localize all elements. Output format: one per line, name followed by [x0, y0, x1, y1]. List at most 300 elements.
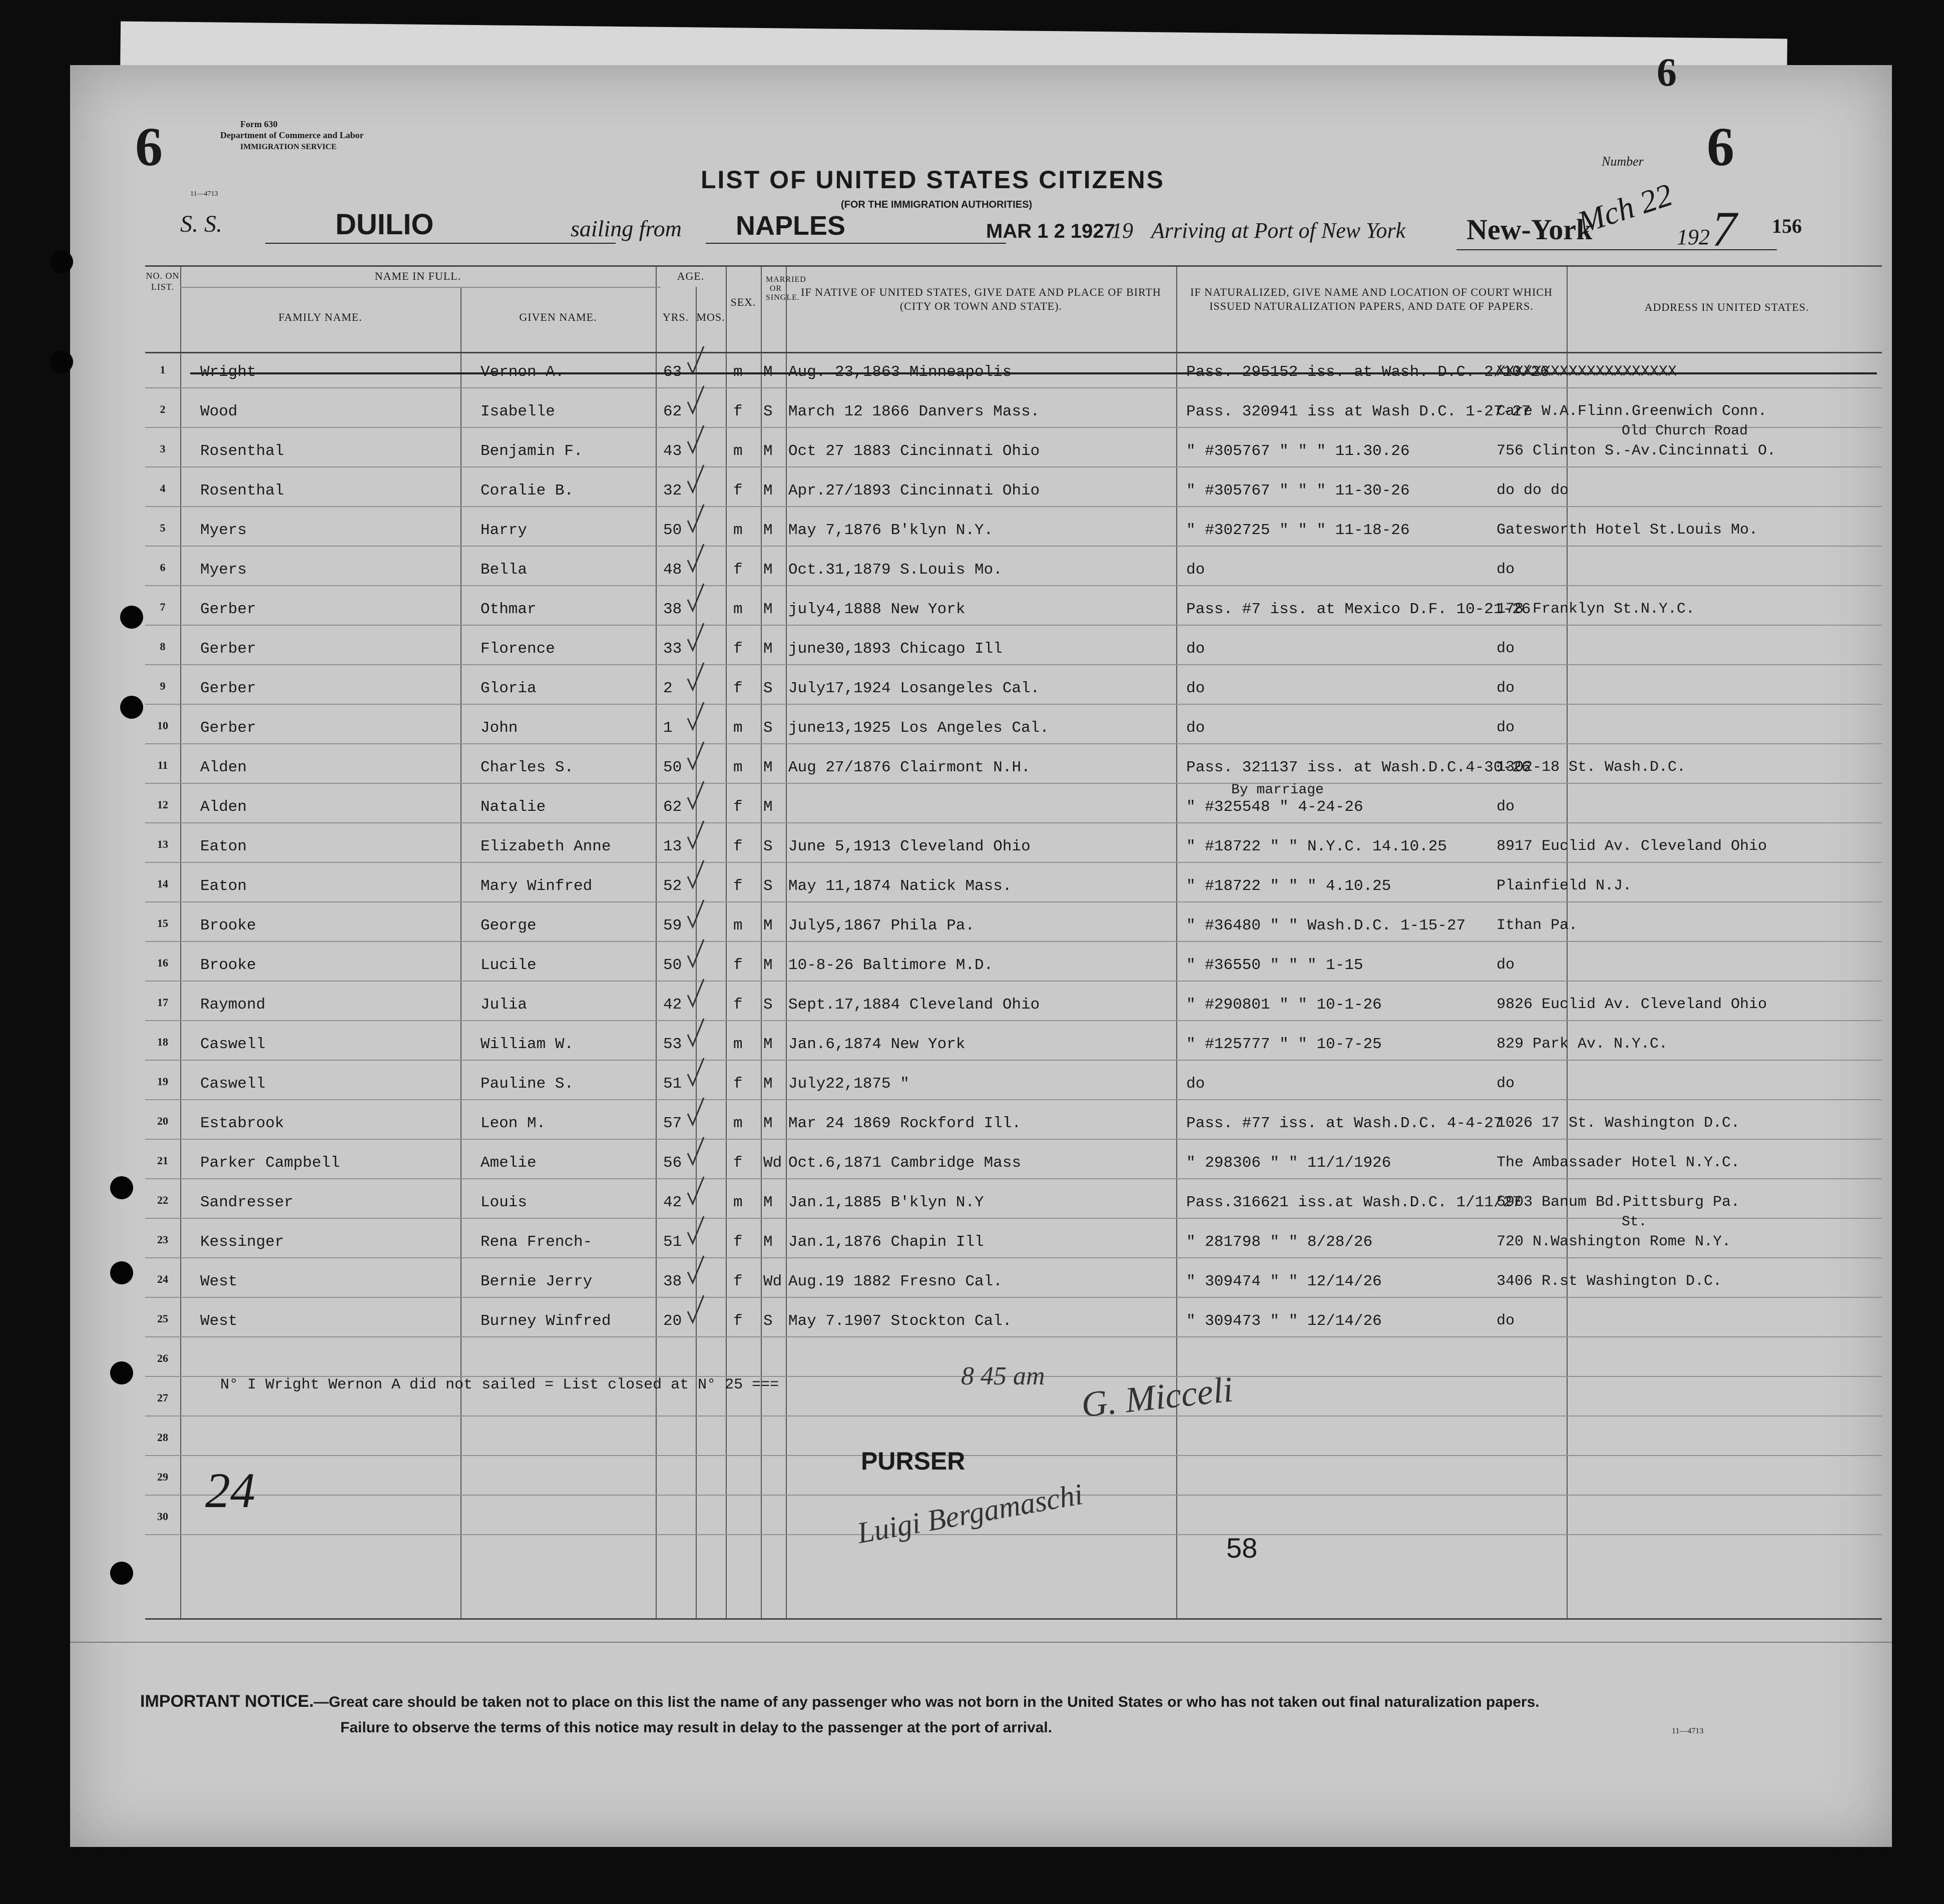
- sex: f: [733, 1233, 743, 1251]
- row-rule: [145, 1336, 1882, 1337]
- row-rule: [145, 1297, 1882, 1298]
- age-years: 42: [663, 996, 682, 1014]
- naturalization-papers: " 298306 " " 11/1/1926: [1186, 1154, 1391, 1172]
- marital-status: M: [763, 1233, 773, 1251]
- birth-date-place: Aug.19 1882 Fresno Cal.: [788, 1273, 1003, 1290]
- family-name: Caswell: [200, 1036, 266, 1053]
- header-address: ADDRESS IN UNITED STATES.: [1644, 301, 1809, 313]
- family-name: Gerber: [200, 719, 256, 737]
- marital-status: M: [763, 363, 773, 381]
- given-name: Isabelle: [480, 403, 555, 420]
- us-address: Gatesworth Hotel St.Louis Mo.: [1497, 522, 1758, 539]
- top-right-number: 6: [1657, 51, 1677, 95]
- us-address: Ithan Pa.: [1497, 917, 1578, 934]
- stamp-156: 156: [1772, 215, 1802, 237]
- birth-date-place: Apr.27/1893 Cincinnati Ohio: [788, 482, 1040, 500]
- check-mark-icon: [686, 1097, 706, 1129]
- check-mark-icon: [686, 1057, 706, 1090]
- row-number: 13: [157, 838, 168, 850]
- given-name: George: [480, 917, 537, 934]
- header-family-name: FAMILY NAME.: [278, 311, 362, 323]
- age-years: 51: [663, 1075, 682, 1093]
- row-number: 23: [157, 1233, 168, 1246]
- sex: m: [733, 1036, 743, 1053]
- marital-status: M: [763, 759, 773, 776]
- age-years: 38: [663, 1273, 682, 1290]
- given-name: Florence: [480, 640, 555, 658]
- number-value: 6: [1707, 116, 1734, 177]
- row-rule: [145, 783, 1882, 784]
- address-note: St.: [1622, 1214, 1647, 1230]
- family-name: Gerber: [200, 640, 256, 658]
- birth-date-place: May 7.1907 Stockton Cal.: [788, 1312, 1012, 1330]
- marital-status: S: [763, 403, 773, 420]
- row-number: 15: [157, 917, 168, 929]
- header-mos: MOS.: [696, 311, 725, 323]
- check-mark-icon: [686, 780, 706, 813]
- marital-status: M: [763, 442, 773, 460]
- age-years: 63: [663, 363, 682, 381]
- naturalization-papers: Pass. 320941 iss at Wash D.C. 1-27-27: [1186, 403, 1531, 420]
- given-name: Mary Winfred: [480, 877, 593, 895]
- us-address: 8917 Euclid Av. Cleveland Ohio: [1497, 838, 1767, 855]
- given-name: Bella: [480, 561, 528, 579]
- department-label: Department of Commerce and Labor: [220, 130, 364, 140]
- check-mark-icon: [686, 504, 706, 536]
- row-number: 18: [157, 1036, 168, 1048]
- given-name: Bernie Jerry: [480, 1273, 593, 1290]
- family-name: Eaton: [200, 838, 247, 855]
- closing-note: N° I Wright Wernon A did not sailed = List closed at N° 25 ===: [220, 1376, 779, 1393]
- age-years: 48: [663, 561, 682, 579]
- corner-number-left: 6: [135, 116, 163, 177]
- number-label: Number: [1602, 154, 1644, 169]
- binder-hole: [50, 250, 73, 273]
- marital-status: M: [763, 1194, 773, 1211]
- papers-note: By marriage: [1231, 782, 1324, 798]
- check-mark-icon: [686, 1136, 706, 1169]
- date-stamp: MAR 1 2 1927: [986, 220, 1115, 242]
- notice-text-1: —Great care should be taken not to place on this list the name of any passenger who was not born in the United States or who has not taken out final naturalization papers.: [313, 1694, 1540, 1710]
- family-name: Parker Campbell: [200, 1154, 340, 1172]
- age-years: 2: [663, 680, 673, 697]
- naturalization-papers: " #36480 " " Wash.D.C. 1-15-27: [1186, 917, 1466, 934]
- row-number: 2: [160, 403, 166, 415]
- age-years: 51: [663, 1233, 682, 1251]
- naturalization-papers: " #290801 " " 10-1-26: [1186, 996, 1382, 1014]
- birth-date-place: july4,1888 New York: [788, 601, 965, 618]
- header-bottom: [145, 352, 1882, 353]
- us-address: do: [1497, 957, 1515, 974]
- given-name: Coralie B.: [480, 482, 574, 500]
- arrival-handwritten: Mch 22: [1573, 176, 1677, 241]
- naturalization-papers: " #36550 " " " 1-15: [1186, 957, 1363, 974]
- sex: f: [733, 957, 743, 974]
- given-name: Leon M.: [480, 1115, 546, 1132]
- sex: f: [733, 798, 743, 816]
- age-years: 62: [663, 403, 682, 420]
- check-mark-icon: [686, 622, 706, 655]
- marital-status: M: [763, 522, 773, 539]
- row-number: 5: [160, 522, 166, 534]
- row-rule: [145, 1020, 1882, 1021]
- given-name: Charles S.: [480, 759, 574, 776]
- check-mark-icon: [686, 464, 706, 497]
- marital-status: M: [763, 1075, 773, 1093]
- check-mark-icon: [686, 1215, 706, 1248]
- us-address: XXXXXXXXXXXXXXXXXXXX: [1497, 363, 1677, 380]
- header-no-on-list: NO. ON LIST.: [146, 271, 180, 292]
- notice-code: 11—4713: [1672, 1727, 1704, 1735]
- row-rule: [145, 1139, 1882, 1140]
- naturalization-papers: " #125777 " " 10-7-25: [1186, 1036, 1382, 1053]
- sex: m: [733, 363, 743, 381]
- naturalization-papers: Pass. #77 iss. at Wash.D.C. 4-4-27: [1186, 1115, 1503, 1132]
- naturalization-papers: " 309473 " " 12/14/26: [1186, 1312, 1382, 1330]
- us-address: 3406 R.st Washington D.C.: [1497, 1273, 1722, 1290]
- family-name: Myers: [200, 522, 247, 539]
- row-rule: [145, 901, 1882, 902]
- naturalization-papers: " #305767 " " " 11-30-26: [1186, 482, 1410, 500]
- row-rule: [145, 1099, 1882, 1100]
- age-years: 59: [663, 917, 682, 934]
- family-name: Caswell: [200, 1075, 266, 1093]
- ship-underline: [265, 243, 616, 244]
- row-number: 20: [157, 1115, 168, 1127]
- arrival-stamp: New-York: [1467, 213, 1593, 246]
- strike-through: [190, 372, 1877, 374]
- us-address: do: [1497, 798, 1515, 815]
- purser-label: PURSER: [861, 1447, 965, 1475]
- row-number: 21: [157, 1154, 168, 1167]
- row-rule: [145, 585, 1882, 586]
- notice-divider: [70, 1642, 1892, 1643]
- row-number: 24: [157, 1273, 168, 1285]
- given-name: Louis: [480, 1194, 528, 1211]
- page-subtitle: (FOR THE IMMIGRATION AUTHORITIES): [841, 199, 1033, 210]
- family-name: Wright: [200, 363, 256, 381]
- birth-date-place: Aug. 23,1863 Minneapolis: [788, 363, 1012, 381]
- marital-status: M: [763, 1115, 773, 1132]
- us-address: 720 N.Washington Rome N.Y.: [1497, 1233, 1731, 1250]
- sex: f: [733, 1075, 743, 1093]
- row-number: 28: [157, 1431, 168, 1444]
- sex: m: [733, 442, 743, 460]
- marital-status: M: [763, 1036, 773, 1053]
- binder-hole: [120, 696, 143, 719]
- birth-date-place: July5,1867 Phila Pa.: [788, 917, 975, 934]
- birth-date-place: Mar 24 1869 Rockford Ill.: [788, 1115, 1022, 1132]
- us-address: Plainfield N.J.: [1497, 877, 1632, 894]
- age-years: 13: [663, 838, 682, 855]
- row-rule: [145, 743, 1882, 744]
- marital-status: M: [763, 561, 773, 579]
- age-years: 50: [663, 522, 682, 539]
- handwritten-signature: G. Micceli: [1079, 1369, 1235, 1425]
- marital-status: S: [763, 680, 773, 697]
- family-name: Alden: [200, 759, 247, 776]
- header-given-name: GIVEN NAME.: [519, 311, 597, 323]
- address-note: Old Church Road: [1622, 423, 1748, 439]
- check-mark-icon: [686, 543, 706, 576]
- header-naturalized: IF NATURALIZED, GIVE NAME AND LOCATION OF COURT WHICH ISSUED NATURALIZATION PAPERS, AND DATE OF PAPERS.: [1190, 286, 1553, 312]
- us-address: do do do: [1497, 482, 1569, 499]
- notice-line-2: Failure to observe the terms of this notice may result in delay to the passenger at the port of arrival.: [340, 1719, 1053, 1736]
- us-address: 178 Franklyn St.N.Y.C.: [1497, 601, 1695, 618]
- us-address: 1026 17 St. Washington D.C.: [1497, 1115, 1740, 1132]
- header-married: MARRIED OR SINGLE.: [766, 275, 806, 302]
- row-rule: [145, 625, 1882, 626]
- marital-status: S: [763, 1312, 773, 1330]
- age-years: 42: [663, 1194, 682, 1211]
- sex: f: [733, 680, 743, 697]
- family-name: Eaton: [200, 877, 247, 895]
- family-name: Sandresser: [200, 1194, 294, 1211]
- check-mark-icon: [686, 1018, 706, 1050]
- marital-status: S: [763, 838, 773, 855]
- us-address: 9826 Euclid Av. Cleveland Ohio: [1497, 996, 1767, 1013]
- notice-lead: IMPORTANT NOTICE.: [140, 1692, 314, 1711]
- arrival-underline: [1456, 249, 1777, 250]
- family-name: Rosenthal: [200, 442, 284, 460]
- naturalization-papers: " #302725 " " " 11-18-26: [1186, 522, 1410, 539]
- naturalization-papers: do: [1186, 640, 1205, 658]
- row-number: 14: [157, 877, 168, 890]
- port-underline: [706, 243, 1006, 244]
- birth-date-place: Oct.31,1879 S.Louis Mo.: [788, 561, 1003, 579]
- given-name: Julia: [480, 996, 528, 1014]
- row-rule: [145, 822, 1882, 823]
- family-name: Brooke: [200, 917, 256, 934]
- family-name: Rosenthal: [200, 482, 284, 500]
- birth-date-place: june30,1893 Chicago Ill: [788, 640, 1003, 658]
- sex: m: [733, 1194, 743, 1211]
- birth-date-place: Jan.6,1874 New York: [788, 1036, 965, 1053]
- purser-signature: Luigi Bergamaschi: [854, 1477, 1086, 1550]
- row-rule: [145, 704, 1882, 705]
- birth-date-place: Oct.6,1871 Cambridge Mass: [788, 1154, 1022, 1172]
- family-name: West: [200, 1273, 238, 1290]
- check-mark-icon: [686, 1294, 706, 1327]
- us-address: do: [1497, 640, 1515, 657]
- sex: f: [733, 561, 743, 579]
- check-mark-icon: [686, 424, 706, 457]
- notice-line-1: [140, 1692, 1540, 1711]
- given-name: John: [480, 719, 518, 737]
- sex: m: [733, 522, 743, 539]
- row-number: 12: [157, 798, 168, 811]
- row-number: 22: [157, 1194, 168, 1206]
- check-mark-icon: [686, 583, 706, 615]
- binder-hole: [50, 350, 73, 373]
- sex: f: [733, 877, 743, 895]
- given-name: Vernon A.: [480, 363, 565, 381]
- naturalization-papers: " #18722 " " " 4.10.25: [1186, 877, 1391, 895]
- row-number: 1: [160, 363, 166, 376]
- us-address: do: [1497, 719, 1515, 736]
- birth-date-place: june13,1925 Los Angeles Cal.: [788, 719, 1049, 737]
- birth-date-place: May 7,1876 B'klyn N.Y.: [788, 522, 994, 539]
- age-years: 50: [663, 957, 682, 974]
- family-name: Gerber: [200, 601, 256, 618]
- given-name: Benjamin F.: [480, 442, 583, 460]
- naturalization-papers: Pass. #7 iss. at Mexico D.F. 10-21-26: [1186, 601, 1531, 618]
- sex: f: [733, 640, 743, 658]
- marital-status: S: [763, 719, 773, 737]
- passenger-table: [145, 265, 1882, 1620]
- header-sex: SEX.: [730, 296, 756, 308]
- manifest-page: [70, 51, 1892, 1847]
- marital-status: Wd: [763, 1273, 782, 1290]
- age-years: 50: [663, 759, 682, 776]
- birth-date-place: 10-8-26 Baltimore M.D.: [788, 957, 994, 974]
- check-mark-icon: [686, 741, 706, 773]
- row-number: 29: [157, 1471, 168, 1483]
- marital-status: M: [763, 482, 773, 500]
- row-rule: [145, 862, 1882, 863]
- port-from: NAPLES: [736, 211, 846, 241]
- row-rule: [145, 664, 1882, 665]
- age-years: 52: [663, 877, 682, 895]
- header-native: IF NATIVE OF UNITED STATES, GIVE DATE AND PLACE OF BIRTH (CITY OR TOWN AND STATE).: [801, 286, 1161, 312]
- header-yrs: YRS.: [662, 311, 689, 323]
- header-divider: [180, 287, 661, 288]
- row-number: 16: [157, 957, 168, 969]
- birth-date-place: Sept.17,1884 Cleveland Ohio: [788, 996, 1040, 1014]
- row-number: 3: [160, 442, 166, 455]
- family-name: Alden: [200, 798, 247, 816]
- given-name: Amelie: [480, 1154, 537, 1172]
- header-name-in-full: NAME IN FULL.: [374, 270, 461, 282]
- sex: m: [733, 601, 743, 618]
- row-rule: [145, 941, 1882, 942]
- row-rule: [145, 1455, 1882, 1456]
- birth-date-place: March 12 1866 Danvers Mass.: [788, 403, 1040, 420]
- family-name: Myers: [200, 561, 247, 579]
- page-title: LIST OF UNITED STATES CITIZENS: [701, 166, 1165, 194]
- row-rule: [145, 546, 1882, 547]
- arrival-year: 192: [1677, 225, 1710, 249]
- handwritten-24: 24: [205, 1463, 255, 1518]
- naturalization-papers: do: [1186, 1075, 1205, 1093]
- row-number: 25: [157, 1312, 168, 1325]
- marital-status: M: [763, 957, 773, 974]
- row-number: 4: [160, 482, 166, 495]
- marital-status: M: [763, 917, 773, 934]
- age-years: 43: [663, 442, 682, 460]
- us-address: Care W.A.Flinn.Greenwich Conn.: [1497, 403, 1767, 420]
- check-mark-icon: [686, 938, 706, 971]
- marital-status: S: [763, 877, 773, 895]
- age-years: 38: [663, 601, 682, 618]
- row-rule: [145, 1178, 1882, 1179]
- birth-date-place: May 11,1874 Natick Mass.: [788, 877, 1012, 895]
- row-rule: [145, 1534, 1882, 1535]
- row-rule: [145, 1060, 1882, 1061]
- binder-hole: [120, 606, 143, 629]
- family-name: Wood: [200, 403, 238, 420]
- us-address: The Ambassader Hotel N.Y.C.: [1497, 1154, 1740, 1171]
- handwritten-time: 8 45 am: [961, 1362, 1045, 1390]
- age-years: 1: [663, 719, 673, 737]
- service-label: IMMIGRATION SERVICE: [240, 143, 337, 151]
- row-number: 10: [157, 719, 168, 732]
- form-number: Form 630: [240, 119, 278, 129]
- given-name: Gloria: [480, 680, 537, 697]
- given-name: Natalie: [480, 798, 546, 816]
- marital-status: M: [763, 798, 773, 816]
- birth-date-place: July22,1875 ": [788, 1075, 909, 1093]
- marital-status: S: [763, 996, 773, 1014]
- naturalization-papers: Pass. 295152 iss. at Wash. D.C. 2/10/26: [1186, 363, 1550, 381]
- family-name: Kessinger: [200, 1233, 284, 1251]
- birth-date-place: July17,1924 Losangeles Cal.: [788, 680, 1040, 697]
- naturalization-papers: " 309474 " " 12/14/26: [1186, 1273, 1382, 1290]
- sailing-label: sailing from: [571, 216, 682, 241]
- binder-hole: [110, 1176, 133, 1199]
- naturalization-papers: Pass.316621 iss.at Wash.D.C. 1/11/27: [1186, 1194, 1522, 1211]
- naturalization-papers: do: [1186, 719, 1205, 737]
- birth-date-place: Aug 27/1876 Clairmont N.H.: [788, 759, 1031, 776]
- row-rule: [145, 1257, 1882, 1258]
- check-mark-icon: [686, 1176, 706, 1208]
- us-address: 5903 Banum Bd.Pittsburg Pa.: [1497, 1194, 1740, 1211]
- check-mark-icon: [686, 899, 706, 931]
- ship-name: DUILIO: [335, 208, 434, 241]
- row-rule: [145, 1415, 1882, 1416]
- age-years: 20: [663, 1312, 682, 1330]
- check-mark-icon: [686, 701, 706, 734]
- row-number: 17: [157, 996, 168, 1009]
- sex: f: [733, 838, 743, 855]
- row-number: 8: [160, 640, 166, 653]
- arriving-label: Arriving at Port of New York: [1151, 218, 1406, 243]
- binder-hole: [110, 1261, 133, 1284]
- sex: m: [733, 1115, 743, 1132]
- family-name: Raymond: [200, 996, 266, 1014]
- naturalization-papers: do: [1186, 561, 1205, 579]
- age-years: 32: [663, 482, 682, 500]
- age-years: 57: [663, 1115, 682, 1132]
- marital-status: M: [763, 601, 773, 618]
- row-number: 7: [160, 601, 166, 613]
- given-name: Harry: [480, 522, 528, 539]
- naturalization-papers: Pass. 321137 iss. at Wash.D.C.4-30-26: [1186, 759, 1531, 776]
- us-address: do: [1497, 561, 1515, 578]
- sex: m: [733, 719, 743, 737]
- sex: f: [733, 1273, 743, 1290]
- check-mark-icon: [686, 345, 706, 378]
- birth-date-place: June 5,1913 Cleveland Ohio: [788, 838, 1031, 855]
- family-name: Brooke: [200, 957, 256, 974]
- birth-date-place: Oct 27 1883 Cincinnati Ohio: [788, 442, 1040, 460]
- given-name: William W.: [480, 1036, 574, 1053]
- sex: m: [733, 917, 743, 934]
- sex: f: [733, 1312, 743, 1330]
- marital-status: M: [763, 640, 773, 658]
- arrival-year-hand: 7: [1712, 201, 1737, 257]
- given-name: Lucile: [480, 957, 537, 974]
- binder-hole: [110, 1562, 133, 1585]
- sex: f: [733, 1154, 743, 1172]
- check-mark-icon: [686, 859, 706, 892]
- naturalization-papers: " #18722 " " N.Y.C. 14.10.25: [1186, 838, 1447, 855]
- us-address: do: [1497, 1075, 1515, 1092]
- birth-date-place: Jan.1,1876 Chapin Ill: [788, 1233, 984, 1251]
- row-number: 9: [160, 680, 166, 692]
- page-stamp: 58: [1226, 1532, 1258, 1564]
- row-number: 27: [157, 1391, 168, 1404]
